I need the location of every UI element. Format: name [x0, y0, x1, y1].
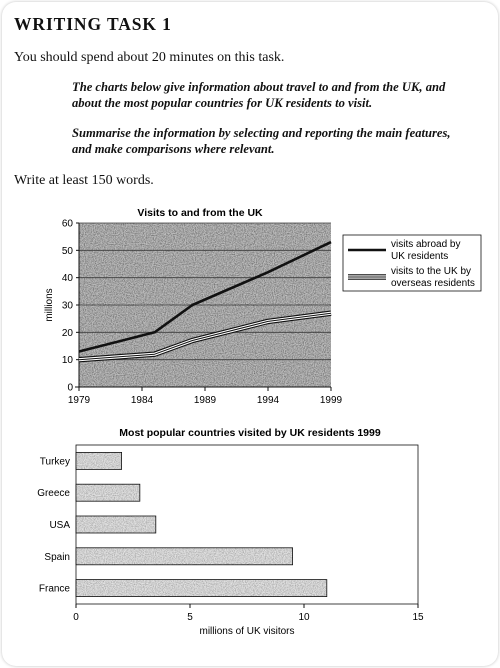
- x-tick-label-1989: 1989: [193, 395, 217, 406]
- bar-x-tick-label-5: 5: [187, 612, 193, 623]
- y-tick-label-50: 50: [61, 245, 73, 257]
- word-count-instruction: Write at least 150 words.: [14, 173, 154, 188]
- category-label-france: France: [38, 583, 70, 595]
- bar-texture-greece: [76, 484, 140, 501]
- legend-label-overseas-residents-line-2: overseas residents: [391, 278, 475, 289]
- legend-label-uk-residents-line-1: visits abroad by: [391, 239, 461, 250]
- y-tick-label-30: 30: [61, 300, 73, 312]
- x-tick-label-1979: 1979: [67, 395, 91, 406]
- bar-x-tick-label-10: 10: [298, 612, 310, 623]
- bar-chart-category-labels: [37, 456, 70, 594]
- y-tick-label-10: 10: [61, 355, 73, 367]
- category-label-turkey: Turkey: [39, 456, 70, 468]
- summary-instruction-line-1: Summarise the information by selecting and reporting the main features,: [72, 126, 451, 140]
- x-tick-label-1994: 1994: [256, 395, 280, 406]
- category-label-greece: Greece: [37, 488, 70, 500]
- task-heading: WRITING TASK 1: [14, 14, 172, 34]
- line-chart-legend: [343, 235, 481, 291]
- x-tick-label-1984: 1984: [130, 395, 154, 406]
- bar-chart-title: Most popular countries visited by UK residents 1999: [119, 427, 381, 439]
- bar-texture-france: [76, 580, 327, 597]
- bar-chart-x-ticks: [73, 604, 424, 623]
- y-tick-label-20: 20: [61, 327, 73, 339]
- legend-label-overseas-residents-line-1: visits to the UK by: [391, 266, 472, 277]
- y-tick-label-60: 60: [61, 218, 73, 230]
- line-chart-x-ticks: [68, 387, 343, 406]
- summary-instruction-line-2: and make comparisons where relevant.: [72, 142, 275, 156]
- bar-texture-spain: [76, 548, 293, 565]
- category-label-spain: Spain: [44, 551, 70, 563]
- bar-texture-usa: [76, 516, 156, 533]
- y-tick-label-40: 40: [61, 273, 73, 285]
- line-chart-y-axis-label: millions: [44, 288, 55, 322]
- y-tick-label-0: 0: [67, 382, 73, 394]
- time-instruction: You should spend about 20 minutes on this task.: [14, 50, 285, 65]
- bar-chart-x-axis-label: millions of UK visitors: [199, 626, 295, 637]
- line-chart-title: Visits to and from the UK: [137, 207, 263, 219]
- legend-label-uk-residents-line-2: UK residents: [391, 251, 449, 262]
- category-label-usa: USA: [49, 520, 70, 531]
- bar-x-tick-label-15: 15: [412, 612, 424, 623]
- x-tick-label-1999: 1999: [319, 395, 343, 406]
- bar-x-tick-label-0: 0: [73, 612, 79, 623]
- bar-texture-turkey: [76, 452, 122, 469]
- prompt-line-1: The charts below give information about travel to and from the UK, and: [72, 80, 446, 94]
- line-chart-y-ticks: [62, 219, 79, 394]
- prompt-line-2: about the most popular countries for UK residents to visit.: [72, 96, 373, 110]
